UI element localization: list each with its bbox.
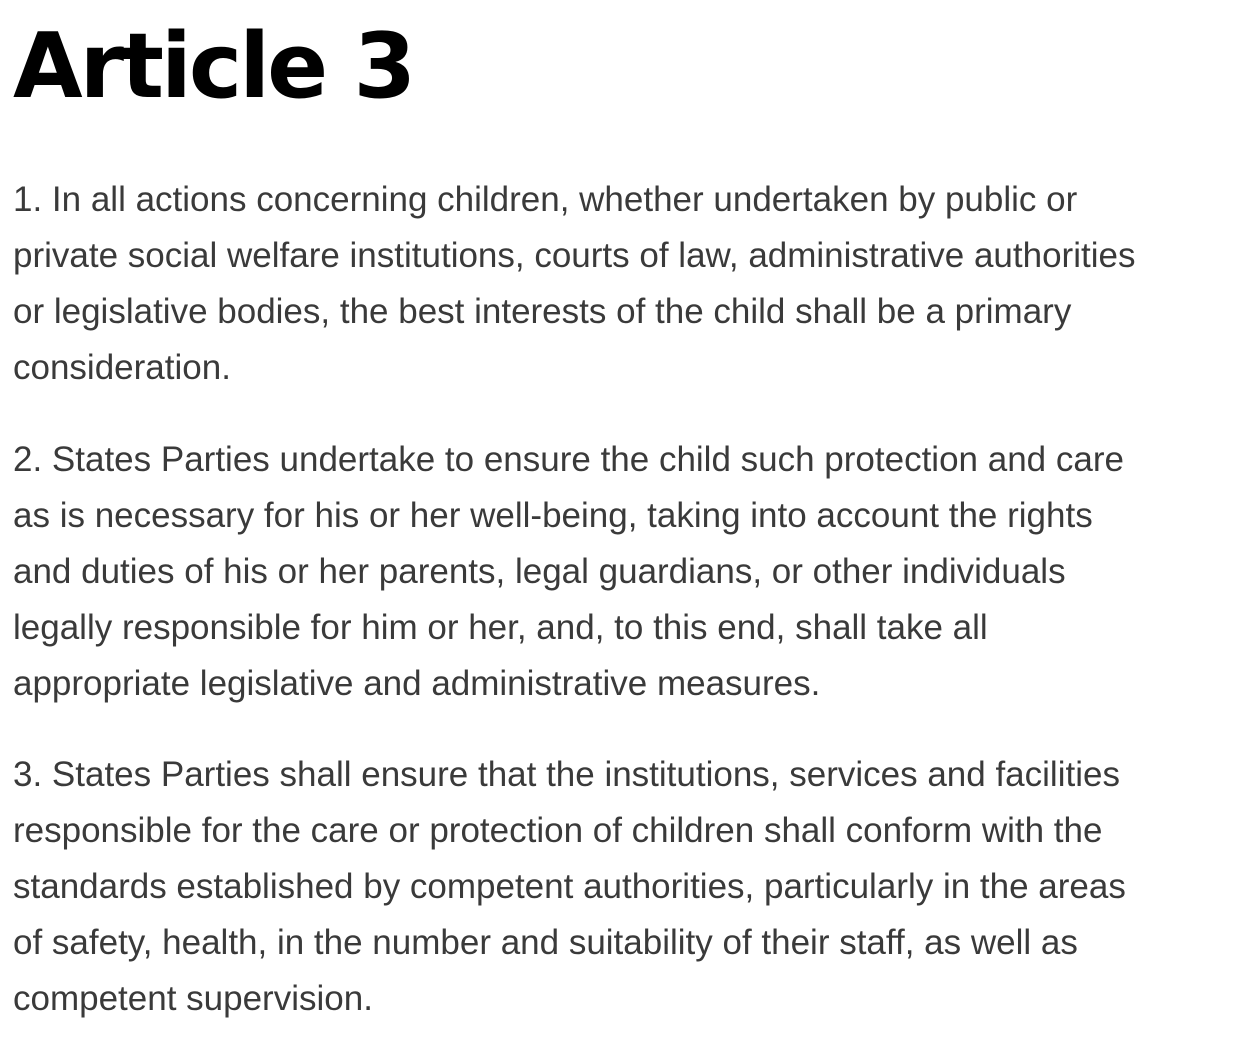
paragraph-3: 3. States Parties shall ensure that the institutions, services and facilities responsible for the care or protection of children shall conform with the standards established by competent authorities, particularly in the areas of safety, health, in the number and suitability of their staff, as well as competent supervision. (13, 755, 1126, 1018)
paragraph-1: 1. In all actions concerning children, whether undertaken by public or private social welfare institutions, courts of law, administrative authorities or legislative bodies, the best interests of the child shall be a primary consideration. (13, 180, 1136, 387)
article-heading: Article 3 (13, 14, 414, 119)
paragraph-2: 2. States Parties undertake to ensure the child such protection and care as is necessary for his or her well-being, taking into account the rights and duties of his or her parents, legal guardians, or other individuals legally responsible for him or her, and, to this end, shall take all appropriate legislative and administrative measures. (13, 440, 1124, 703)
heading-block (13, 0, 414, 119)
